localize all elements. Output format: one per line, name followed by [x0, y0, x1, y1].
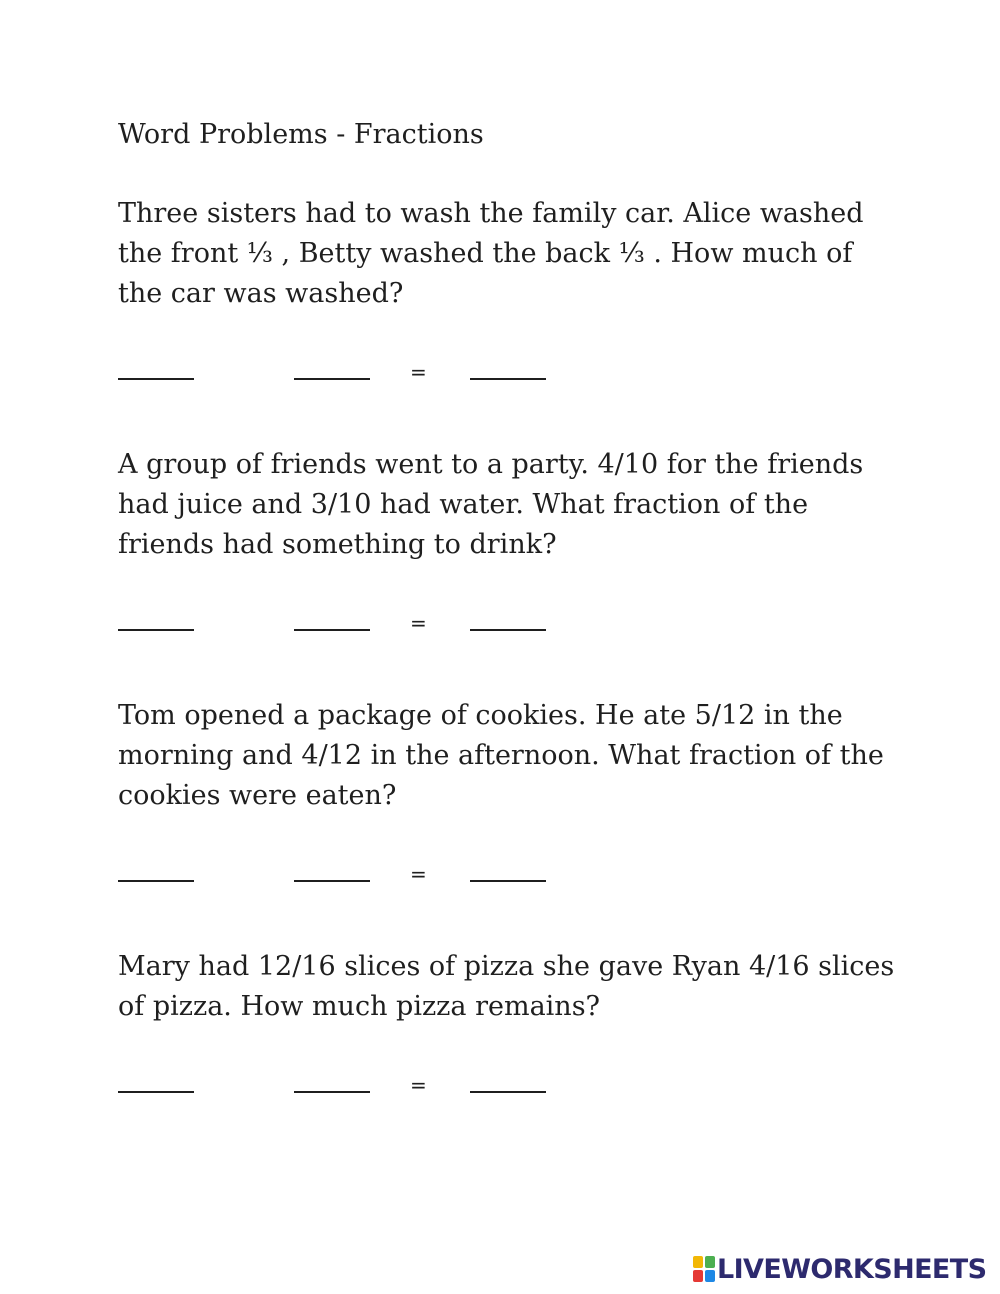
answer-blank-2c[interactable] [470, 629, 546, 631]
liveworksheets-logo[interactable] [693, 1254, 986, 1284]
answer-row-2 [118, 601, 558, 635]
equals-sign: = [410, 862, 427, 886]
problem-3 [118, 696, 898, 816]
answer-blank-3a[interactable] [118, 880, 194, 882]
liveworksheets-logo-icon [693, 1256, 715, 1282]
answer-blank-3b[interactable] [294, 880, 370, 882]
equals-sign: = [410, 1073, 427, 1097]
answer-blank-4c[interactable] [470, 1091, 546, 1093]
answer-blank-1b[interactable] [294, 378, 370, 380]
problem-1-text: Three sisters had to wash the family car. Alice washed the front ⅓ , Betty washed the back ⅓ . How much of the car was washed? [118, 198, 864, 309]
problem-4-text: Mary had 12/16 slices of pizza she gave Ryan 4/16 slices of pizza. How much pizza remains? [118, 951, 895, 1022]
answer-row-1 [118, 350, 558, 384]
answer-row-3 [118, 852, 558, 886]
answer-blank-1a[interactable] [118, 378, 194, 380]
worksheet-title: Word Problems - Fractions [118, 119, 484, 150]
problem-3-text: Tom opened a package of cookies. He ate 5/12 in the morning and 4/12 in the afternoon. What fraction of the cookies were eaten? [118, 700, 884, 811]
answer-blank-2b[interactable] [294, 629, 370, 631]
problem-2 [118, 445, 898, 565]
problem-4 [118, 947, 898, 1027]
problem-2-text: A group of friends went to a party. 4/10 for the friends had juice and 3/10 had water. What fraction of the friends had something to drink? [118, 449, 864, 560]
problem-1 [118, 194, 898, 314]
answer-blank-2a[interactable] [118, 629, 194, 631]
equals-sign: = [410, 360, 427, 384]
brand-name: LIVEWORKSHEETS [717, 1253, 987, 1285]
answer-blank-4a[interactable] [118, 1091, 194, 1093]
answer-blank-3c[interactable] [470, 880, 546, 882]
answer-blank-4b[interactable] [294, 1091, 370, 1093]
answer-row-4 [118, 1063, 558, 1097]
answer-blank-1c[interactable] [470, 378, 546, 380]
equals-sign: = [410, 611, 427, 635]
